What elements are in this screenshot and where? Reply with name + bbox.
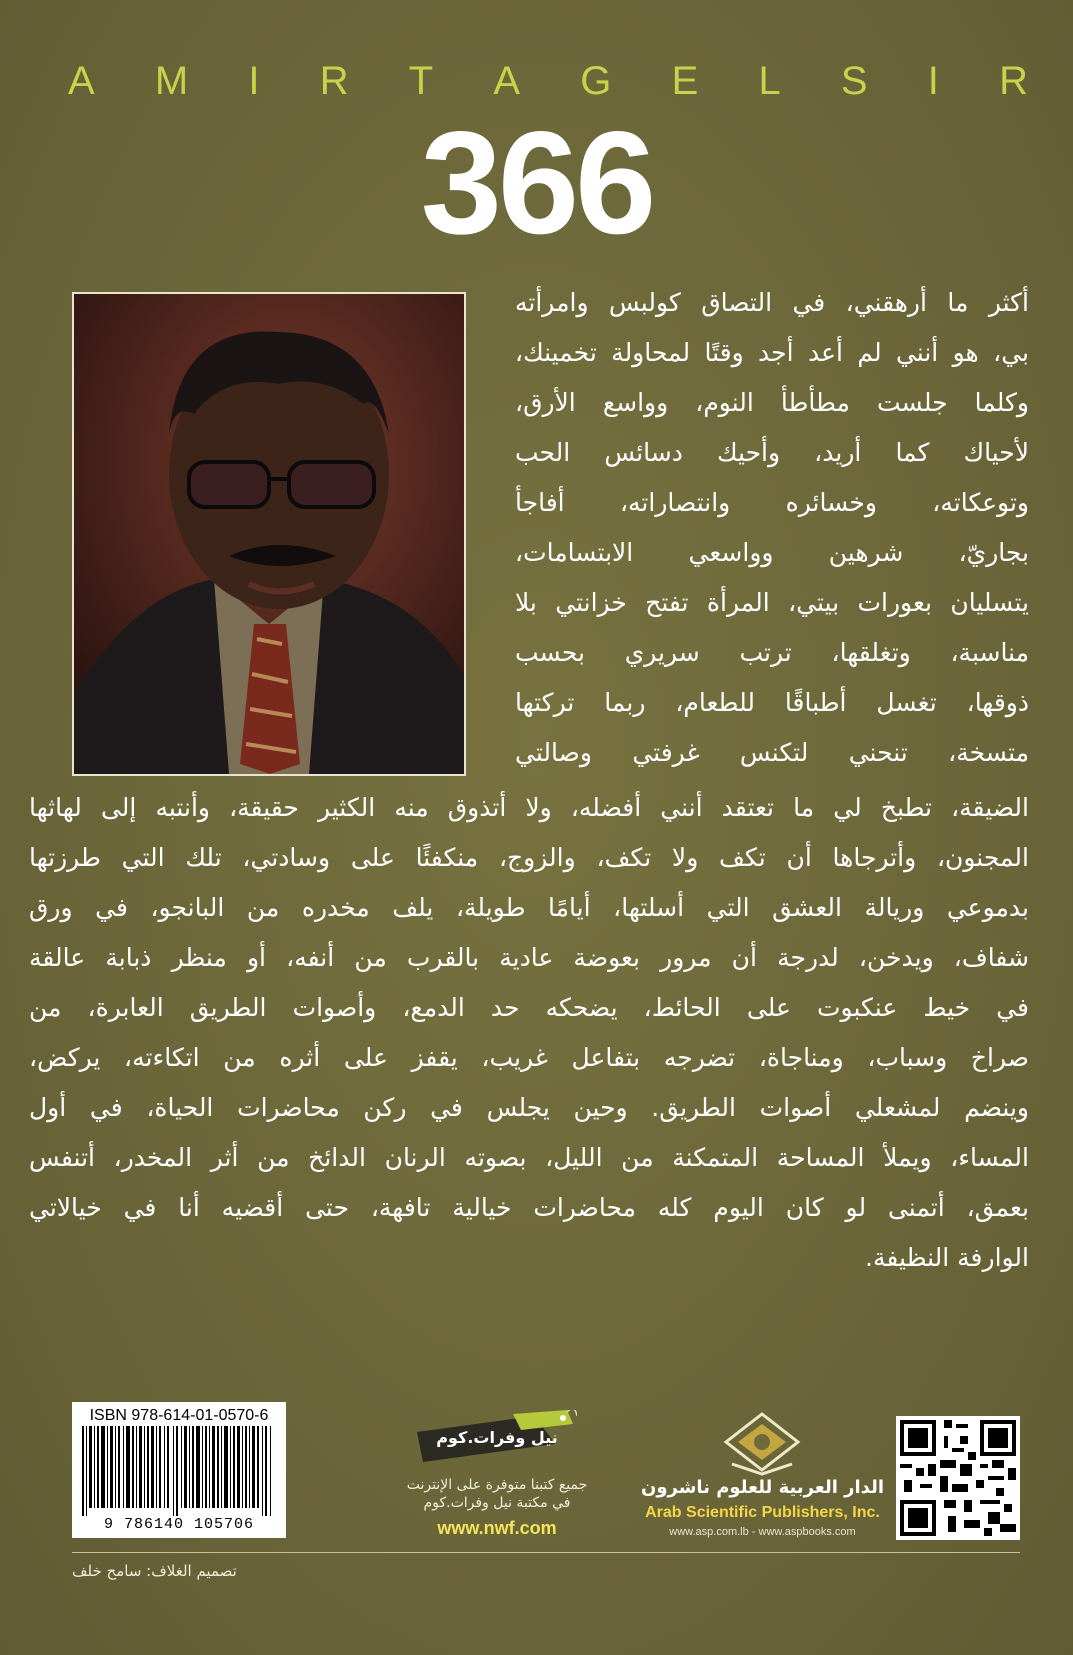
author-letter: G xyxy=(580,58,612,103)
divider xyxy=(72,1552,1020,1553)
publisher-name-ar: الدار العربية للعلوم ناشرون xyxy=(640,1477,885,1498)
blurb-line: شفاف، ويدخن، لدرجة أن مرور بعوضة عادية بالقرب من أنفه، أو منظر ذبابة عالقة xyxy=(29,943,1029,972)
isbn-label: ISBN 978-614-01-0570-6 xyxy=(89,1407,269,1424)
publisher-block xyxy=(630,1412,895,1542)
blurb-line: الضيقة، تطبخ لي ما تعتقد أنني أفضله، ولا أتذوق منه الكثير حقيقة، وأنتبه إلى لهاثها xyxy=(29,793,1029,822)
nwf-tag-text: نيل وفرات.كوم xyxy=(436,1428,558,1447)
blurb-line: لأحياك كما أريد، وأحيك دسائس الحب xyxy=(515,438,1029,467)
barcode-number: 9 786140 105706 xyxy=(103,1516,255,1533)
author-letter: S xyxy=(840,58,868,103)
publisher-logo-icon xyxy=(722,1412,802,1476)
cover-designer-credit: تصميم الغلاف: سامح خلف xyxy=(72,1562,237,1580)
blurb-line: وتوعكاته، وخسائره وانتصاراته، أفاجأ xyxy=(515,488,1029,517)
author-letter: I xyxy=(248,58,260,103)
qr-code-icon xyxy=(896,1416,1020,1540)
blurb-line: أكثر ما أرهقني، في التصاق كولبس وامرأته xyxy=(515,288,1029,317)
blurb-line: وينضم لمشعلي أصوات الطريق. وحين يجلس في ركن محاضرات الحياة، في أول xyxy=(29,1093,1029,1122)
nwf-block xyxy=(372,1408,622,1548)
author-letter: R xyxy=(319,58,349,103)
nwf-note-line: جميع كتبنا متوفرة على الإنترنت xyxy=(406,1477,588,1493)
book-title: 366 xyxy=(420,101,653,264)
author-letter: I xyxy=(927,58,939,103)
blurb-line: بعمق، أتمنى لو كان اليوم كله محاضرات خيالية تافهة، حتى أقضيه أنا في خيالاتي xyxy=(29,1193,1029,1222)
blurb-line: الوارفة النظيفة. xyxy=(865,1243,1029,1272)
nwf-url[interactable]: www.nwf.com xyxy=(437,1518,557,1538)
blurb-line: متسخة، تنحني لتكنس غرفتي وصالتي xyxy=(515,738,1029,767)
nwf-note-line: في مكتبة نيل وفرات.كوم xyxy=(423,1495,571,1511)
qr-code[interactable] xyxy=(896,1416,1020,1540)
barcode-icon xyxy=(78,1426,280,1516)
author-letter: A xyxy=(68,58,95,103)
publisher-name-en: Arab Scientific Publishers, Inc. xyxy=(645,1504,880,1521)
nwf-logo xyxy=(417,1410,577,1470)
blurb-line: ذوقها، تغسل أطباقًا للطعام، ربما تركتها xyxy=(515,688,1029,717)
blurb-line: في خيط عنكبوت على الحائط، يضحكه حد الدمع، وأصوات الطريق العابرة، من xyxy=(29,993,1029,1022)
blurb-line: صراخ وسباب، ومناجاة، تضرجه بتفاعل غريب، يقفز على أثره من اتكاءته، يركض، xyxy=(29,1043,1029,1072)
blurb-line: وكلما جلست مطأطأ النوم، وواسع الأرق، xyxy=(515,388,1029,417)
blurb-text xyxy=(29,278,1029,1338)
nwf-note xyxy=(372,1476,622,1512)
publisher-websites[interactable]: www.asp.com.lb - www.aspbooks.com xyxy=(669,1526,856,1538)
author-letter: E xyxy=(671,58,699,103)
author-letter: T xyxy=(408,58,434,103)
isbn-barcode xyxy=(72,1402,286,1538)
author-letter: L xyxy=(758,58,781,103)
blurb-line: مناسبة، وتغلقها، ترتب سريري بحسب xyxy=(515,638,1029,667)
blurb-line: بدموعي وريالة العشق التي أسلتها، أيامًا طويلة، يلف مخدره من البانجو، في ورق xyxy=(29,893,1029,922)
author-letter: M xyxy=(154,58,189,103)
blurb-line: بي، هو أنني لم أعد أجد وقتًا لمحاولة تخمينك، xyxy=(515,338,1029,367)
blurb-line: يتسليان بعورات بيتي، المرأة تفتح خزانتي بلا xyxy=(515,588,1029,617)
author-name xyxy=(68,56,1028,106)
blurb-line: المساء، ويملأ المساحة المتمكنة من الليل، بصوته الرنان الدائخ من أثر المخدر، أتنفس xyxy=(29,1143,1029,1172)
author-letter: A xyxy=(493,58,521,103)
blurb-line: بجاريّ، شرهين وواسعي الابتسامات، xyxy=(515,538,1029,567)
author-letter: R xyxy=(999,58,1028,103)
blurb-line: المجنون، وأترجاها أن تكف ولا تكف، والزوج، منكفئًا على وسادتي، تلك التي طرزتها xyxy=(29,843,1029,872)
